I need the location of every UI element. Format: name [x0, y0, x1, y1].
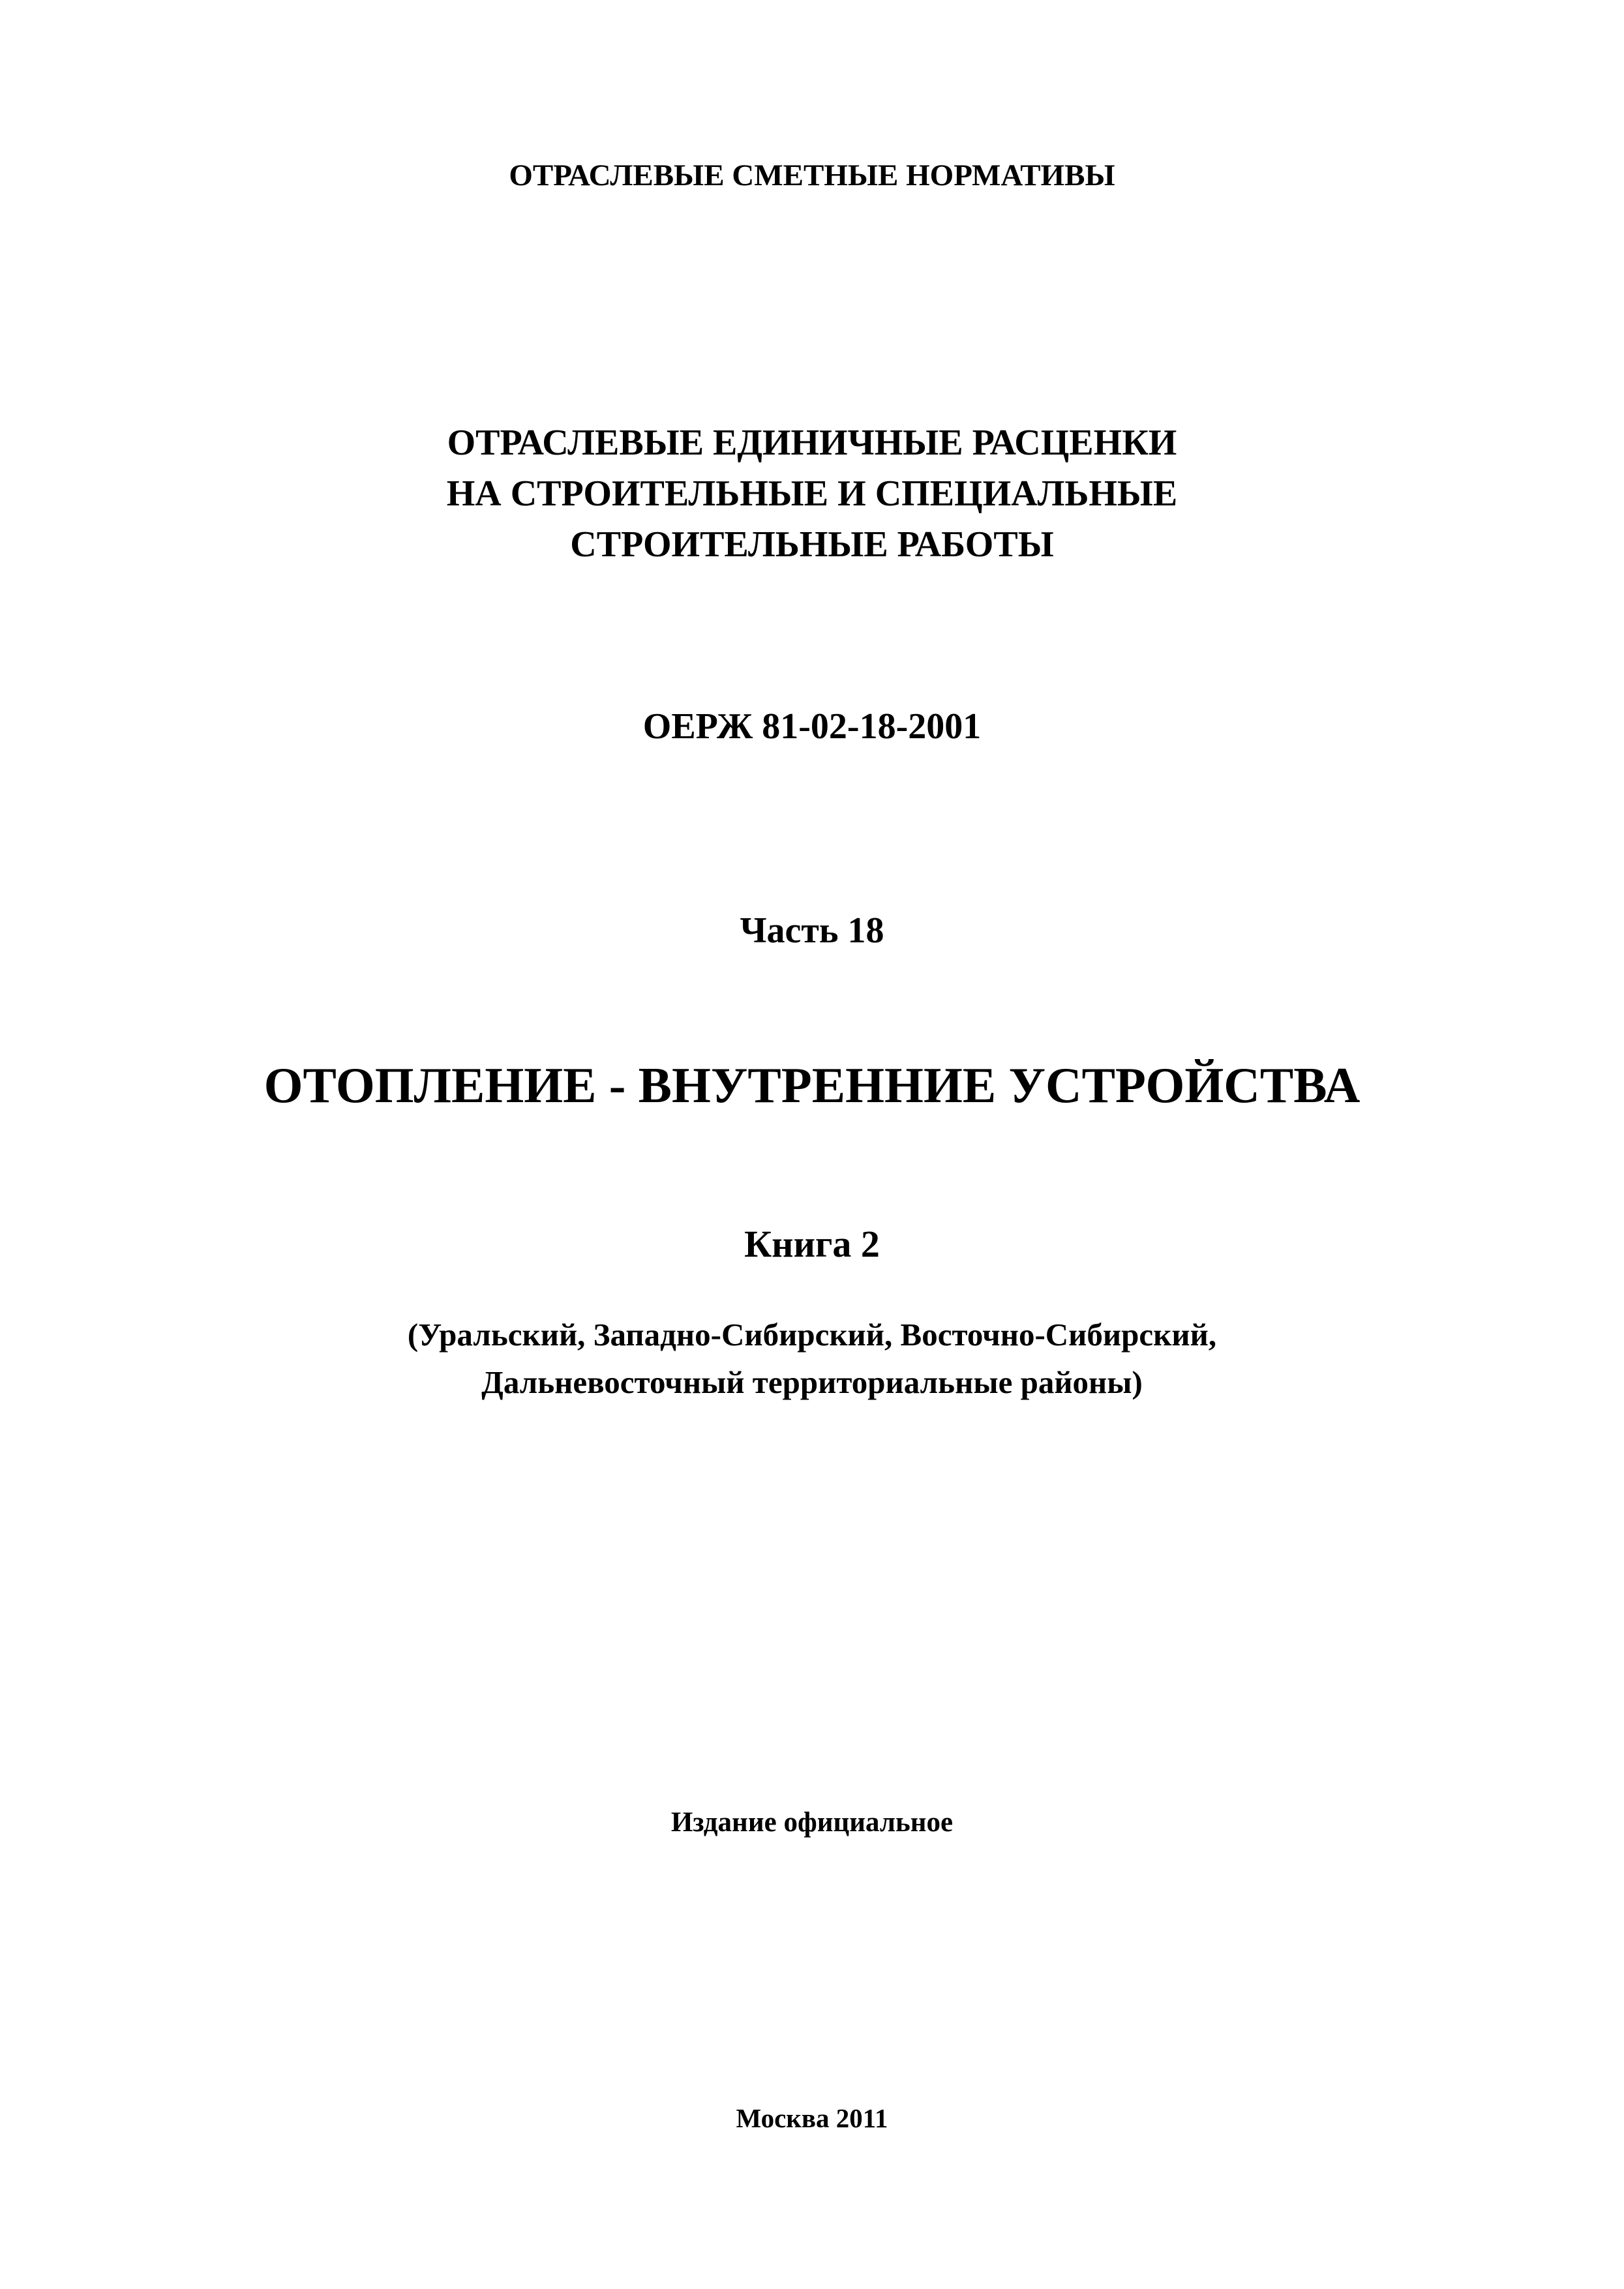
document-code-text: ОЕРЖ 81-02-18-2001 [642, 706, 982, 747]
main-title-text: ОТОПЛЕНИЕ - ВНУТРЕННИЕ УСТРОЙСТВА [263, 1057, 1361, 1113]
book-number [0, 1223, 1624, 1266]
place-year-text: Москва 2011 [736, 2103, 888, 2133]
main-title [0, 1056, 1624, 1115]
collection-title-line-1: ОТРАСЛЕВЫЕ ЕДИНИЧНЫЕ РАСЦЕНКИ [447, 423, 1177, 463]
regions-note [0, 1311, 1624, 1406]
series-heading [0, 158, 1624, 193]
regions-line-1: (Уральский, Западно-Сибирский, Восточно-Сибирский, [407, 1317, 1217, 1353]
book-number-text: Книга 2 [744, 1223, 880, 1265]
edition-text: Издание официальное [670, 1807, 954, 1838]
edition-note [0, 1806, 1624, 1838]
regions-line-2: Дальневосточный территориальные районы) [481, 1364, 1143, 1400]
part-number [0, 910, 1624, 951]
place-year [0, 2103, 1624, 2134]
collection-title-line-3: СТРОИТЕЛЬНЫЕ РАБОТЫ [570, 524, 1054, 565]
collection-title [0, 417, 1624, 570]
collection-title-line-2: НА СТРОИТЕЛЬНЫЕ И СПЕЦИАЛЬНЫЕ [446, 473, 1178, 514]
document-code [0, 706, 1624, 747]
part-number-text: Часть 18 [740, 910, 884, 951]
series-text: ОТРАСЛЕВЫЕ СМЕТНЫЕ НОРМАТИВЫ [509, 158, 1115, 192]
